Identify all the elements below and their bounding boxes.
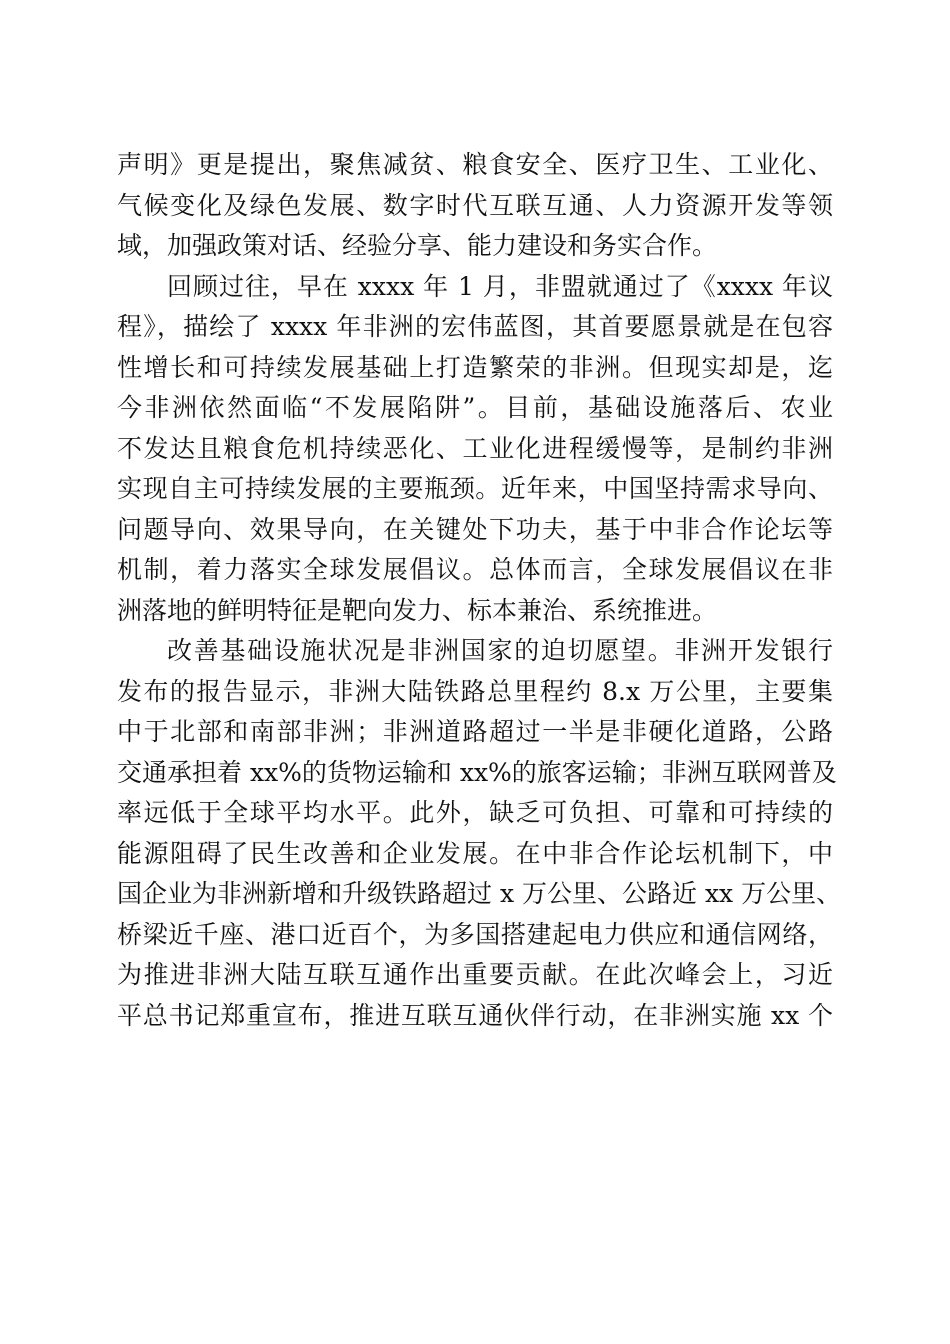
text-line: 气候变化及绿色发展、数字时代互联互通、人力资源开发等领 <box>117 190 833 220</box>
text-line: 今非洲依然面临“不发展陷阱”。目前，基础设施落后、农业 <box>117 393 833 422</box>
paragraph-2 <box>117 267 833 632</box>
text-line: 程》，描绘了 xxxx 年非洲的宏伟蓝图，其首要愿景就是在包容 <box>117 312 833 341</box>
text-line: 平总书记郑重宣布，推进互联互通伙伴行动，在非洲实施 xx 个 <box>117 1000 833 1030</box>
text-line: 问题导向、效果导向，在关键处下功夫，基于中非合作论坛等 <box>117 514 833 544</box>
text-line: 机制，着力落实全球发展倡议。总体而言，全球发展倡议在非 <box>117 555 833 584</box>
text-line: 不发达且粮食危机持续恶化、工业化进程缓慢等，是制约非洲 <box>117 433 833 463</box>
text-line: 率远低于全球平均水平。此外，缺乏可负担、可靠和可持续的 <box>117 798 833 827</box>
text-line: 域，加强政策对话、经验分享、能力建设和务实合作。 <box>117 231 718 260</box>
text-line: 国企业为非洲新增和升级铁路超过 x 万公里、公路近 xx 万公里、 <box>117 879 842 908</box>
text-line: 回顾过往，早在 xxxx 年 1 月，非盟就通过了《xxxx 年议 <box>167 271 833 301</box>
text-line: 实现自主可持续发展的主要瓶颈。近年来，中国坚持需求导向、 <box>117 474 833 503</box>
text-line: 为推进非洲大陆互联互通作出重要贡献。在此次峰会上，习近 <box>117 960 833 989</box>
text-line: 发布的报告显示，非洲大陆铁路总里程约 8.x 万公里，主要集 <box>117 676 833 706</box>
text-line: 交通承担着 xx%的货物运输和 xx%的旅客运输；非洲互联网普及 <box>117 757 837 787</box>
text-line: 声明》更是提出，聚焦减贫、粮食安全、医疗卫生、工业化、 <box>117 150 833 179</box>
text-line: 性增长和可持续发展基础上打造繁荣的非洲。但现实却是，迄 <box>117 352 833 382</box>
text-line: 改善基础设施状况是非洲国家的迫切愿望。非洲开发银行 <box>167 636 833 665</box>
paragraph-1 <box>117 145 833 267</box>
text-line: 能源阻碍了民生改善和企业发展。在中非合作论坛机制下，中 <box>117 838 833 868</box>
text-line: 桥梁近千座、港口近百个，为多国搭建起电力供应和通信网络， <box>117 919 833 949</box>
text-line: 中于北部和南部非洲；非洲道路超过一半是非硬化道路，公路 <box>117 717 833 746</box>
paragraph-3 <box>117 631 842 1036</box>
body-text <box>117 145 842 1036</box>
text-line: 洲落地的鲜明特征是靶向发力、标本兼治、系统推进。 <box>117 595 718 625</box>
